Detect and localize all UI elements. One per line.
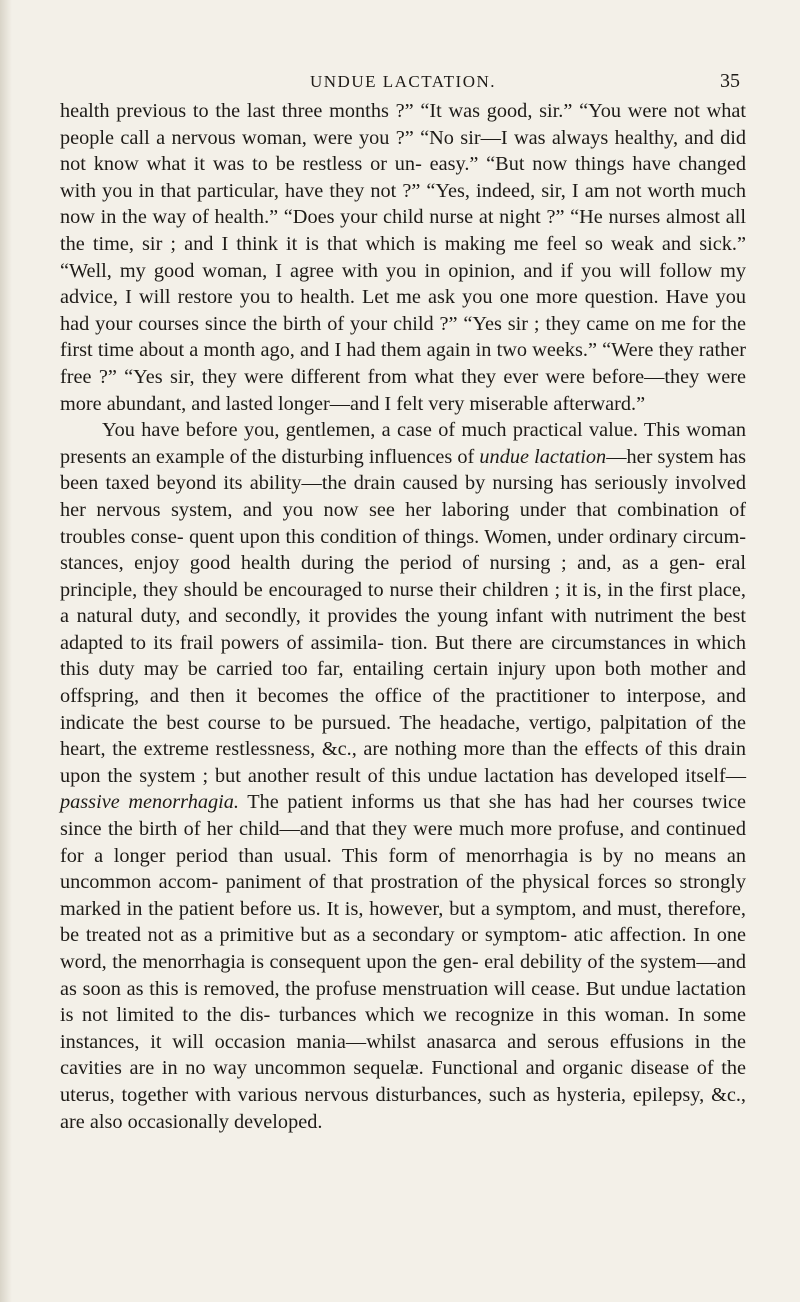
emphasis-undue-lactation: undue lactation — [479, 445, 607, 468]
dialogue-paragraph: health previous to the last three months ?” “It was good, sir.” “You were not what people call a nervous woman, were you ?” “No sir—I was always healthy, and did not know what it was to be restless or un- easy.” “But now things have changed with you in that particular, have they not ?” “Yes, indeed, sir, I am not worth much now in the way of health.” “Does your child nurse at night ?” “He nurses almost all the time, sir ; and I think it is that which is making me feel so weak and sick.” “Well, my good woman, I agree with you in opinion, and if you will follow my advice, I will restore you to health. Let me ask you one more question. Have you had your courses since the birth of your child ?” “Yes sir ; they came on me for the first time about a month ago, and I had them again in two weeks.” “Were they rather free ?” “Yes sir, they were different from what they ever were before—they were more abundant, and lasted longer—and I felt very miserable afterward.” — [60, 100, 746, 415]
commentary-text-part-3: The patient informs us that she has had her courses twice since the birth of her child—and that they were much more profuse, and continued for a longer period than usual. This form of menorrhagia is by no means an uncommon accom- paniment of that prostration of the physical forces so strongly marked in the patient before us. It is, however, but a symptom, and must, therefore, be treated not as a primitive but as a secondary or symptom- atic affection. In one word, the menorrhagia is consequent upon the gen- eral debility of the system—and as soon as this is removed, the profuse menstruation will cease. But undue lactation is not limited to the dis- turbances which we recognize in this woman. In some instances, it will occasion mania—whilst anasarca and serous effusions in the cavities are in no way uncommon sequelæ. Functional and organic disease of the uterus, together with various nervous disturbances, such as hysteria, epilepsy, &c., are also occasionally developed. — [60, 791, 746, 1133]
body-text — [60, 98, 746, 1135]
commentary-text-part-2: —her system has been taxed beyond its ability—the drain caused by nursing has seriously involved her nervous system, and you now see her laboring under that combination of troubles conse- quent upon this condition of things. Women, under ordinary circum- stances, enjoy good health during the period of nursing ; and, as a gen- eral principle, they should be encouraged to nurse their children ; it is, in the first place, a natural duty, and secondly, it provides the young infant with nutriment the best adapted to its frail powers of assimila- tion. But there are circumstances in which this duty may be carried too far, entailing certain injury upon both mother and offspring, and then it becomes the office of the practitioner to interpose, and indicate the best course to be pursued. The headache, vertigo, palpitation of the heart, the extreme restlessness, &c., are nothing more than the effects of this drain upon the system ; but another result of this undue lactation has developed itself— — [60, 445, 746, 787]
page-gutter-shadow — [0, 0, 12, 1302]
commentary-text-part-1: You have before you, gentlemen, a case of much practical value. This woman presents an example of the disturbing influences of — [60, 419, 746, 468]
running-title: UNDUE LACTATION. — [310, 72, 497, 91]
running-head — [0, 72, 800, 96]
commentary-paragraph — [60, 417, 746, 1135]
page-number: 35 — [720, 70, 740, 92]
emphasis-passive-menorrhagia: passive menorrhagia. — [60, 791, 239, 814]
